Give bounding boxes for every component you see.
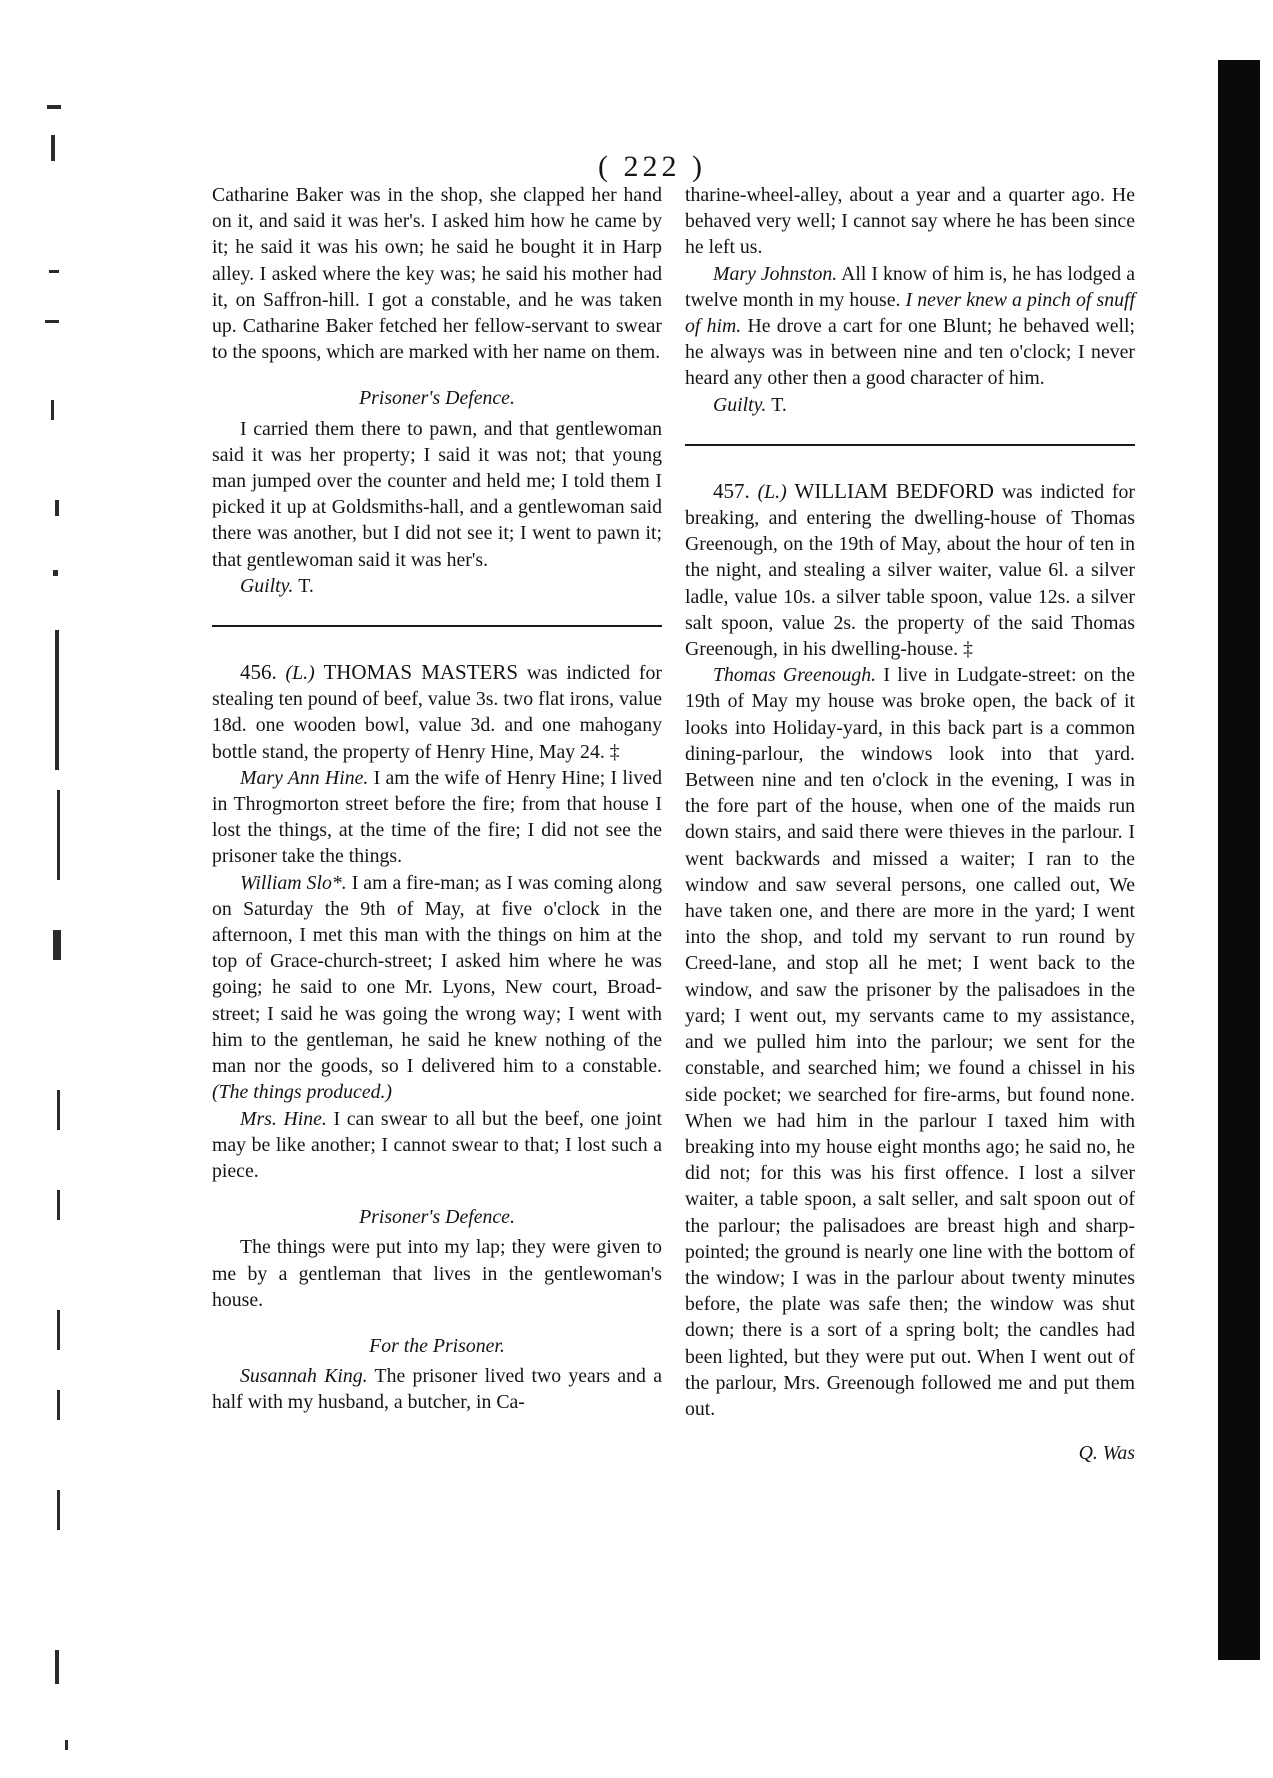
speaker-name: Mrs. Hine. <box>240 1107 327 1130</box>
testimony-william-slo <box>212 870 662 1106</box>
testimony-italic: I never knew a pinch of snuff of him. <box>685 288 1135 338</box>
defence-heading: Prisoner's Defence. <box>359 1206 515 1229</box>
defence-heading: Prisoner's Defence. <box>359 387 515 410</box>
testimony-text: I can swear to all but the beef, one joint may be like another; I cannot swear to that; I lost such a piece. <box>212 1107 662 1182</box>
right-column <box>685 182 1135 1466</box>
stage-aside: (The things produced.) <box>212 1081 393 1104</box>
verdict <box>685 392 1135 418</box>
speaker-name: Mary Johnston. <box>713 262 838 285</box>
testimony-mrs-hine <box>212 1106 662 1185</box>
catchword: Q. Was <box>1078 1442 1135 1465</box>
testimony-continued: Catharine Baker was in the shop, she clapped her hand on it, and said it was her's. I asked him how he came by it; he said it was his own; he said he bought it in Harp alley. I asked where the key was; he said his mother had it, on Saffron-hill. I got a constable, and he was taken up. Catharine Baker fetched her fellow-servant to swear to the spoons, which are marked with her name on them. <box>212 184 662 364</box>
case-divider <box>212 625 662 627</box>
testimony-thomas-greenough <box>685 662 1135 1422</box>
testimony-text: The prisoner lived two years and a half with my husband, a butcher, in Ca- <box>212 1365 662 1414</box>
case-defendant: THOMAS MASTERS <box>323 660 519 685</box>
testimony-mary-johnston <box>685 261 1135 392</box>
testimony-text: All I know of him is, he has lodged a twelve month in my house. <box>685 262 1135 311</box>
case-457-indictment <box>685 478 1135 662</box>
defence-text: The things were put into my lap; they were given to me by a gentleman that lives in the gentlewoman's house. <box>212 1236 662 1311</box>
verdict-word: Guilty. <box>713 393 767 416</box>
testimony-mary-ann-hine <box>212 765 662 870</box>
speaker-name: Susannah King. <box>240 1365 368 1388</box>
scan-gutter-marks <box>35 70 145 1750</box>
speaker-name: Thomas Greenough. <box>713 664 877 687</box>
testimony-text: I live in Ludgate-street: on the 19th of May my house was broke open, the back of it looks into Holiday-yard, in this back part is a common dining-parlour, the windows look into that yard. Between nine and ten o'clock in the evening, I was in the fore part of the house, when one of the maids run down stairs, and said there were thieves in the parlour. I went backwards and missed a waiter; I ran to the window and saw several persons, one called out, We have taken one, and there are more in the yard; I went into the shop, and told my servant to run round by Creed-lane, and stop all he met; I went back to the window, and saw the prisoner by the palisadoes in the yard; I went out, my servants came to my assistance, and we pulled him into the parlour; we sent for the constable, and searched him; we found a chissel in his side pocket; we searched for fire-arms, but found none. When we had him in the parlour I taxed him with breaking into my house eight months ago; he said no, he did not; for this was his first offence. I lost a silver waiter, a table spoon, a salt seller, and salt spoon out of the parlour; the palisadoes are breast high and sharp-pointed; the ground is nearly one line with the bottom of the window; I was in the parlour about twenty minutes before, the plate was safe then; the window was shut down; there is a sort of a spring bolt; the candles had been lighted, but they were put out. When I went out of the parlour, Mrs. Greenough followed me and put them out. <box>685 664 1135 1420</box>
verdict-mark: T. <box>298 574 314 597</box>
case-charge: was indicted for breaking, and entering the dwelling-house of Thomas Greenough, on the 19th of May, about the hour of ten in the night, and stealing a silver waiter, value 6l. a silver ladle, value 10s. a silver table spoon, value 12s. a silver salt spoon, value 2s. the property of the said Thomas Greenough, in his dwelling-house. <box>685 480 1135 661</box>
testimony-text: I am a fire-man; as I was coming along on Saturday the 9th of May, at five o'clock in the afternoon, I met this man with the things on him at the top of Grace-church-street; I asked him where he was going; he said to one Mr. Lyons, New court, Broad-street; I said he was going the wrong way; I went with him to the gentleman, he said he knew nothing of the man nor the goods, so I delivered him to a constable. <box>212 871 662 1078</box>
case-mark: ‡ <box>609 740 620 763</box>
case-mark: ‡ <box>963 638 973 661</box>
case-charge: was indicted for stealing ten pound of beef, value 3s. two flat irons, value 18d. one wooden bowl, value 3d. and one mahogany bottle stand, the property of Henry Hine, May 24. <box>212 662 662 763</box>
case-number: 456. <box>240 660 277 685</box>
page-number: ( 222 ) <box>598 150 706 183</box>
testimony-text: He drove a cart for one Blunt; he behaved well; he always was in between nine and ten o'clock; I never heard any other then a good character of him. <box>685 315 1136 390</box>
verdict-mark: T. <box>771 393 787 416</box>
case-defendant: WILLIAM BEDFORD <box>794 478 994 503</box>
speaker-name: William Slo*. <box>240 871 347 894</box>
binding-shadow <box>1218 60 1260 1660</box>
case-court: (L.) <box>757 480 787 503</box>
case-number: 457. <box>713 478 750 503</box>
testimony-continued: tharine-wheel-alley, about a year and a quarter ago. He behaved very well; I cannot say where he has been since he left us. <box>685 184 1135 259</box>
case-divider <box>685 444 1135 446</box>
verdict-word: Guilty. <box>240 574 294 597</box>
case-456-indictment <box>212 659 662 765</box>
left-column <box>212 182 662 1416</box>
verdict <box>212 573 662 599</box>
case-court: (L.) <box>285 662 315 685</box>
for-prisoner-heading: For the Prisoner. <box>369 1334 505 1357</box>
testimony-text: I am the wife of Henry Hine; I lived in Throgmorton street before the fire; from that house I lost the things, at the time of the fire; I did not see the prisoner take the things. <box>212 766 662 868</box>
testimony-susannah-king <box>212 1363 662 1415</box>
defence-text: I carried them there to pawn, and that gentlewoman said it was her property; I said it was not; that young man jumped over the counter and held me; I told them I picked it up at Goldsmiths-hall, and a gentlewoman said there was another, but I did not see it; I went to pawn it; that gentlewoman said it was her's. <box>212 417 662 571</box>
speaker-name: Mary Ann Hine. <box>240 766 369 789</box>
